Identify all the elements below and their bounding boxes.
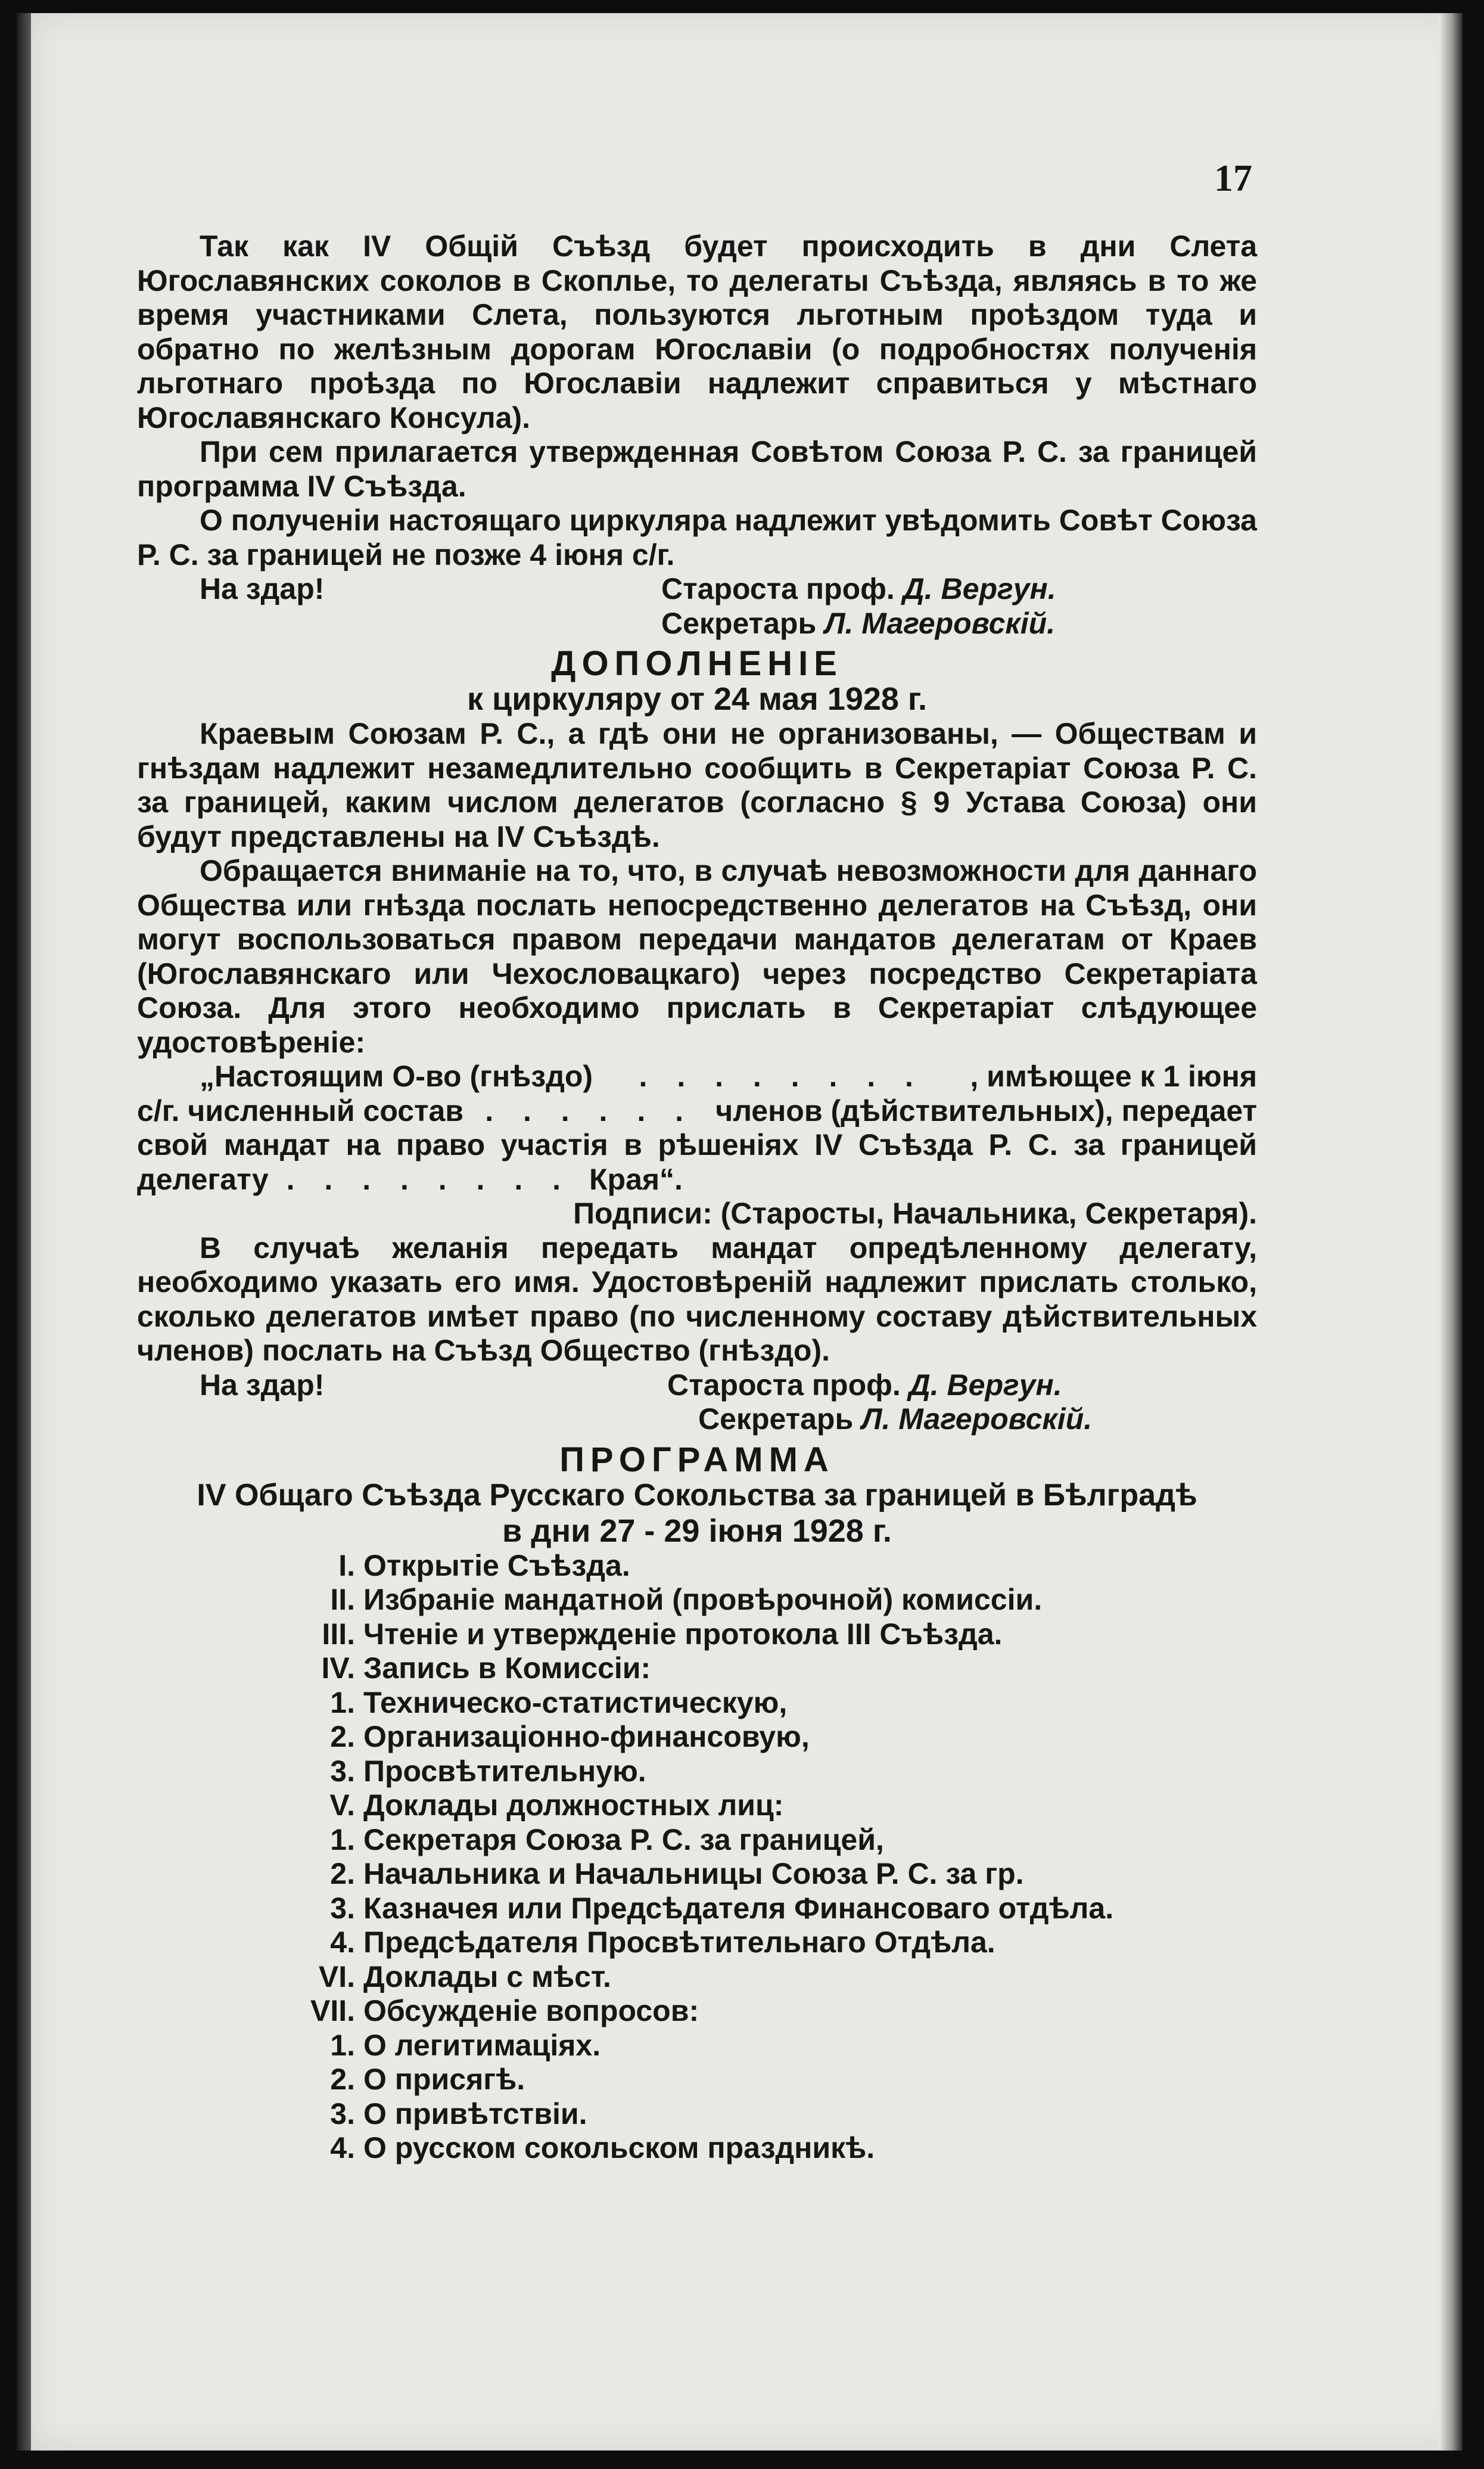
quote-line-1-blank: . . . . . . . . — [639, 1060, 924, 1093]
supplement-secretary-name: Л. Магеровскій. — [861, 1402, 1093, 1436]
program-item — [137, 2029, 1257, 2063]
program-item-number: 2. — [330, 1720, 355, 1753]
supplement-heading: ДОПОЛНЕНІЕ — [551, 644, 843, 683]
intro-starosta-label: Староста проф. — [661, 572, 895, 605]
program-item — [137, 2063, 1257, 2097]
intro-paragraph-1: Так как IV Общій Съѣзд будет происходить в дни Слета Югославянских соколов в Скоплье, то делегаты Съѣзда, являясь в то же время участниками Слета, пользуются льготным проѣздом туда и обратно по желѣзным дорогам Югославіи (о подробностях полученія льготнаго проѣзда по Югославіи надлежит справиться у мѣстнаго Югославянскаго Консула). — [137, 229, 1257, 434]
quote-line-2-end: членов (дѣйствительных), передает — [715, 1094, 1257, 1128]
intro-paragraph-3: О полученіи настоящаго циркуляра надлежит увѣдомить Совѣт Союза Р. С. за границей не позже 4 іюня с/г. — [137, 504, 1257, 572]
quote-line-3: свой мандат на право участія в рѣшеніях IV Съѣзда Р. С. за границей — [137, 1128, 1257, 1161]
document-body — [137, 229, 1257, 2166]
quote-line-4-start: делегату — [137, 1162, 269, 1196]
program-item-text: Казначея или Предсѣдателя Финансоваго отдѣла. — [363, 1891, 1114, 1925]
program-item-text: Обсужденіе вопросов: — [363, 1994, 699, 2027]
program-item-text: Секретаря Союза Р. С. за границей, — [363, 1822, 884, 1856]
quote-line-1-start: „Настоящим О-во (гнѣздо) — [200, 1060, 593, 1093]
program-item-text: Запись в Комиссіи: — [363, 1651, 651, 1685]
intro-signature-block — [137, 572, 1257, 641]
program-item-text: О присягѣ. — [363, 2063, 525, 2096]
quote-line-4 — [137, 1163, 1257, 1197]
supplement-subheading: к циркуляру от 24 мая 1928 г. — [466, 681, 928, 717]
program-item-text: Доклады должностных лиц: — [363, 1788, 784, 1822]
program-title-line-1: IV Общаго Съѣзда Русскаго Сокольства за границей в Бѣлградѣ — [197, 1477, 1197, 1513]
program-item-text: Избраніе мандатной (провѣрочной) комиссіи. — [363, 1583, 1043, 1616]
page-number: 17 — [1214, 157, 1252, 199]
intro-starosta-name: Д. Вергун. — [903, 572, 1056, 605]
supplement-secretary — [661, 1402, 1257, 1437]
program-item — [137, 1651, 1257, 1686]
program-item-text: Открытіе Съѣзда. — [363, 1548, 630, 1582]
program-item-number: 4. — [330, 1925, 355, 1959]
program-item — [137, 2097, 1257, 2132]
program-item — [137, 1686, 1257, 1720]
program-item-number: V. — [329, 1788, 355, 1822]
supplement-starosta — [661, 1368, 1257, 1403]
program-item-number: VI. — [318, 1959, 355, 1993]
quote-line-4-end: Края“. — [589, 1162, 683, 1196]
quote-line-4-blank: . . . . . . . . — [286, 1162, 572, 1196]
program-item — [137, 1994, 1257, 2029]
supplement-secretary-label: Секретарь — [698, 1402, 854, 1436]
quote-line-2-blank: . . . . . . — [485, 1094, 695, 1128]
page-edge-shadow — [1439, 13, 1463, 2451]
intro-starosta — [661, 572, 1257, 607]
supplement-starosta-name: Д. Вергун. — [909, 1368, 1062, 1402]
program-item-number: 3. — [330, 1891, 355, 1925]
program-item-text: Техническо-статистическую, — [363, 1685, 788, 1719]
program-item — [137, 1720, 1257, 1754]
program-item-text: Просвѣтительную. — [363, 1754, 646, 1788]
supplement-paragraph-2: Обращается вниманіе на то, что, в случаѣ невозможности для даннаго Общества или гнѣзда послать непосредственно делегатов на Съѣзд, они могут воспользоваться правом передачи мандатов делегатам от Краев (Югославянскаго или Чехословацкаго) через посредство Секретаріата Союза. Для этого необходимо прислать в Секретаріат слѣдующее удостовѣреніе: — [137, 854, 1257, 1059]
supplement-starosta-label: Староста проф. — [667, 1368, 901, 1402]
program-item — [137, 1925, 1257, 1960]
quote-line-2-start: с/г. численный состав — [137, 1094, 464, 1128]
program-agenda-list — [137, 1549, 1257, 2166]
program-item-text: О привѣтствіи. — [363, 2097, 587, 2131]
program-item-number: I. — [338, 1548, 355, 1582]
supplement-paragraph-1: Краевым Союзам Р. С., а гдѣ они не организованы, — Обществам и гнѣздам надлежит незамедлительно сообщить в Секретаріат Союза Р. С. за границей, каким числом делегатов (согласно § 9 Устава Союза) они будут представлены на IV Съѣздѣ. — [137, 717, 1257, 853]
intro-secretary-label: Секретарь — [661, 606, 817, 640]
intro-secretary-name: Л. Магеровскій. — [825, 606, 1056, 640]
quote-line-1 — [137, 1060, 1257, 1094]
program-item-number: 4. — [330, 2131, 355, 2164]
program-item-text: Чтеніе и утвержденіе протокола III Съѣзда. — [363, 1617, 1003, 1651]
program-item-number: III. — [322, 1617, 355, 1651]
program-item-text: О русском сокольском праздникѣ. — [363, 2131, 875, 2164]
program-item — [137, 1617, 1257, 1652]
intro-paragraph-2: При сем прилагается утвержденная Совѣтом Союза Р. С. за границей программа IV Съѣзда. — [137, 435, 1257, 503]
program-item-text: Начальника и Начальницы Союза Р. С. за гр. — [363, 1857, 1024, 1890]
program-heading: ПРОГРАММА — [559, 1440, 835, 1479]
supplement-paragraph-3: В случаѣ желанія передать мандат опредѣленному делегату, необходимо указать его имя. Удостовѣреній надлежит прислать столько, сколько делегатов имѣет право (по численному составу дѣйствительных членов) послать на Съѣзд Общество (гнѣздо). — [137, 1231, 1257, 1367]
program-item — [137, 2131, 1257, 2166]
program-item-number: 3. — [330, 2097, 355, 2131]
program-item-text: Доклады с мѣст. — [363, 1959, 611, 1993]
program-item-text: О легитимаціях. — [363, 2028, 601, 2062]
program-item — [137, 1754, 1257, 1789]
certificate-template — [137, 1060, 1257, 1231]
program-item — [137, 1549, 1257, 1583]
quote-line-2 — [137, 1094, 1257, 1129]
program-item-number: 2. — [330, 1857, 355, 1890]
program-item-number: IV. — [321, 1651, 355, 1685]
program-item-number: 1. — [330, 1822, 355, 1856]
program-item — [137, 1892, 1257, 1926]
supplement-signature-block — [137, 1368, 1257, 1437]
book-spine-shadow — [17, 13, 31, 2451]
supplement-greeting: На здар! — [200, 1368, 325, 1402]
program-item-number: VII. — [310, 1994, 355, 2027]
program-item — [137, 1823, 1257, 1858]
program-item — [137, 1788, 1257, 1823]
intro-secretary — [661, 607, 1257, 641]
program-item-text: Предсѣдателя Просвѣтительнаго Отдѣла. — [363, 1925, 995, 1959]
program-item — [137, 1583, 1257, 1617]
program-item — [137, 1960, 1257, 1995]
program-item-number: 2. — [330, 2063, 355, 2096]
program-item-number: II. — [330, 1583, 355, 1616]
quote-line-1-end: , имѣющее к 1 іюня — [970, 1060, 1257, 1093]
program-item-number: 1. — [330, 1685, 355, 1719]
signatures-line: Подписи: (Старосты, Начальника, Секретаря). — [573, 1197, 1257, 1230]
program-title-line-2: в дни 27 - 29 іюня 1928 г. — [502, 1513, 892, 1549]
intro-greeting: На здар! — [200, 572, 325, 605]
program-item-number: 3. — [330, 1754, 355, 1788]
program-item-number: 1. — [330, 2028, 355, 2062]
program-item — [137, 1857, 1257, 1892]
program-item-text: Организаціонно-финансовую, — [363, 1720, 810, 1753]
